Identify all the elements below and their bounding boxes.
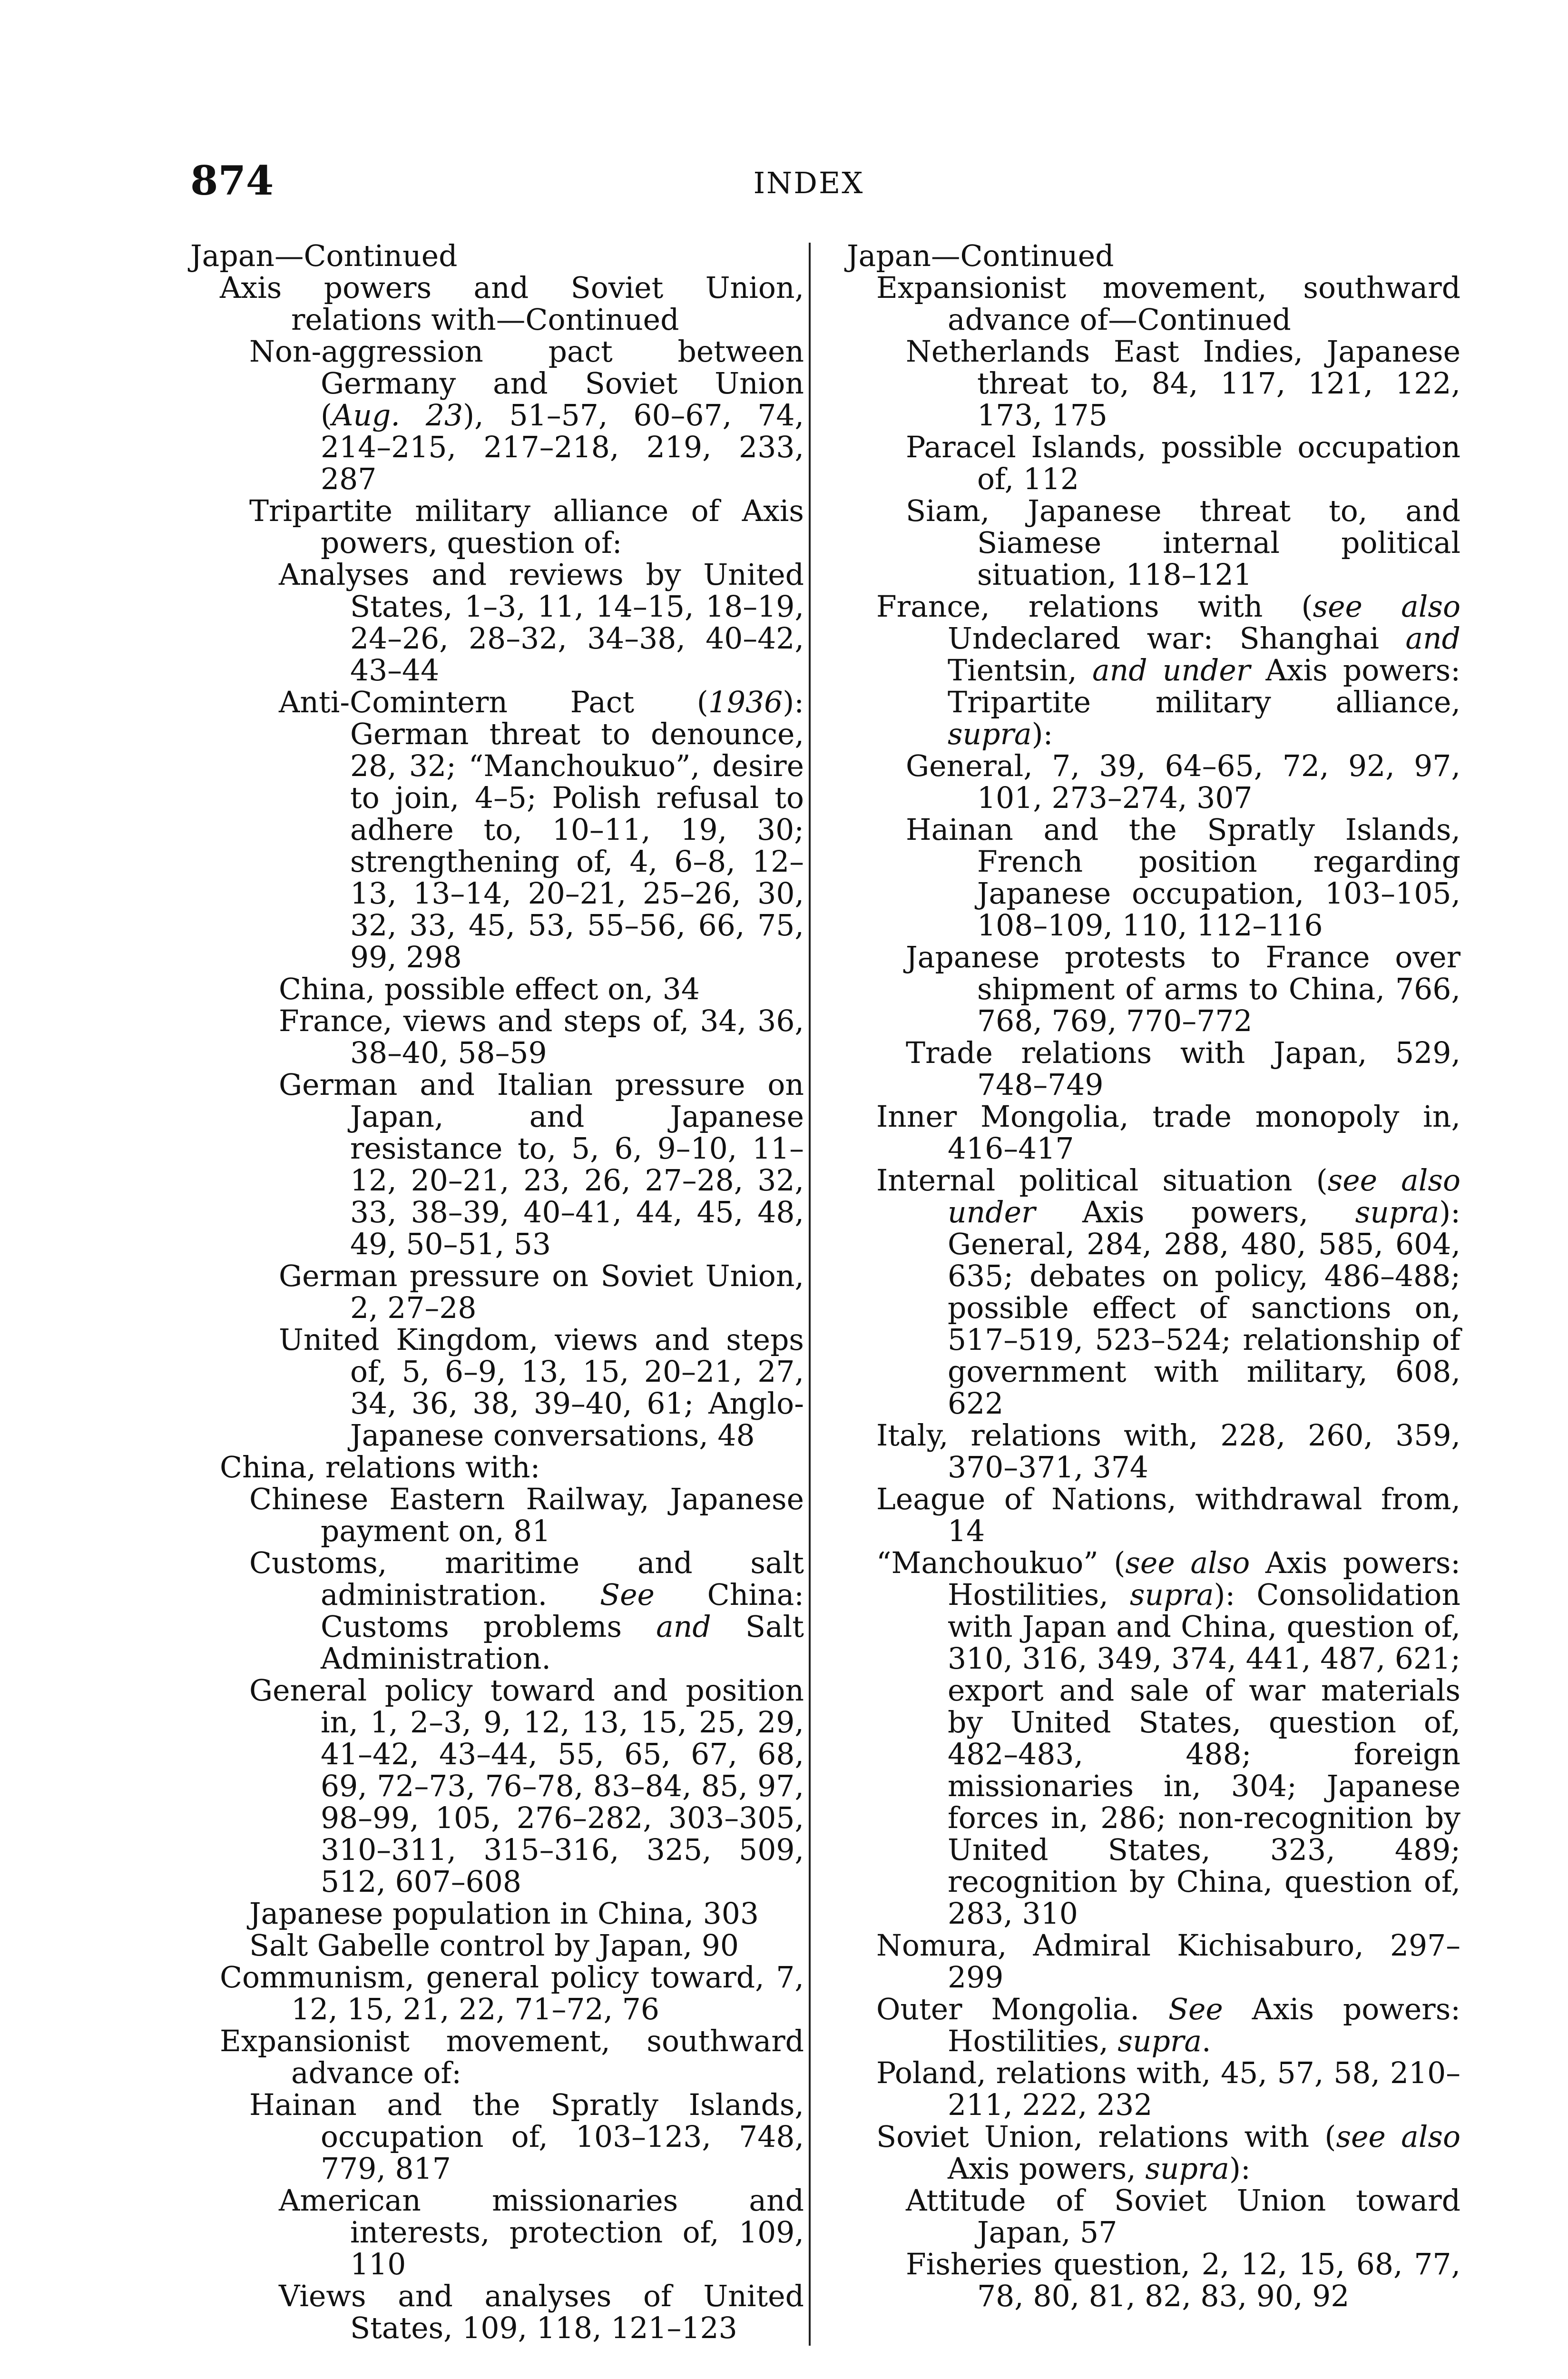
index-entry: Nomura, Admiral Kichisaburo, 297–299: [876, 1928, 1460, 1995]
index-entry: German pressure on Soviet Union, 2, 27–28: [279, 1259, 804, 1325]
index-entry: General, 7, 39, 64–65, 72, 92, 97, 101, 273–274, 307: [906, 749, 1460, 815]
index-entry: Inner Mongolia, trade monopoly in, 416–417: [876, 1100, 1460, 1166]
index-entry: Soviet Union, relations with (see also Axis powers, supra):: [876, 2120, 1460, 2186]
index-entry: France, views and steps of, 34, 36, 38–40, 58–59: [279, 1004, 804, 1070]
index-entry: Chinese Eastern Railway, Japanese payment on, 81: [249, 1482, 804, 1548]
index-entry: Expansionist movement, southward advance of:: [220, 2024, 804, 2090]
index-entry: General policy toward and position in, 1, 2–3, 9, 12, 13, 15, 25, 29, 41–42, 43–44, 55, 65, 67, 68, 69, 72–73, 76–78, 83–84, 85, 97, 98–99, 105, 276–282, 303–305, 310–311, 315–316, 325, 509, 512, 607–608: [249, 1673, 804, 1899]
index-entry: League of Nations, withdrawal from, 14: [876, 1482, 1460, 1548]
index-entry: Hainan and the Spratly Islands, French position regarding Japanese occupation, 103–105, 108–109, 110, 112–116: [906, 813, 1460, 943]
index-entry: China, possible effect on, 34: [279, 972, 700, 1006]
page-header: [190, 157, 1427, 209]
index-entry: Japan—Continued: [847, 239, 1114, 273]
index-entry: Fisheries question, 2, 12, 15, 68, 77, 78, 80, 81, 82, 83, 90, 92: [906, 2247, 1460, 2313]
index-entry: Analyses and reviews by United States, 1–3, 11, 14–15, 18–19, 24–26, 28–32, 34–38, 40–42, 43–44: [279, 558, 804, 688]
index-entry: Netherlands East Indies, Japanese threat to, 84, 117, 121, 122, 173, 175: [906, 334, 1460, 433]
index-entry: Hainan and the Spratly Islands, occupation of, 103–123, 748, 779, 817: [249, 2088, 804, 2186]
index-entry: Japanese protests to France over shipment of arms to China, 766, 768, 769, 770–772: [906, 940, 1460, 1038]
index-entry: United Kingdom, views and steps of, 5, 6–9, 13, 15, 20–21, 27, 34, 36, 38, 39–40, 61; Anglo-Japanese conversations, 48: [279, 1323, 804, 1453]
index-entry: Non-aggression pact between Germany and Soviet Union (Aug. 23), 51–57, 60–67, 74, 214–215, 217–218, 219, 233, 287: [249, 334, 804, 496]
index-entry: Attitude of Soviet Union toward Japan, 57: [906, 2183, 1460, 2250]
index-entry: Outer Mongolia. See Axis powers: Hostilities, supra.: [876, 1992, 1460, 2058]
index-entry: Customs, maritime and salt administration. See China: Customs problems and Salt Administration.: [249, 1546, 804, 1676]
index-entry: France, relations with (see also Undeclared war: Shanghai and Tientsin, and under Axis powers: Tripartite military alliance, supra):: [876, 590, 1460, 751]
index-entry: Anti-Comintern Pact (1936): German threat to denounce, 28, 32; “Manchoukuo”, desire to join, 4–5; Polish refusal to adhere to, 10–11, 19, 30; strengthening of, 4, 6–8, 12–13, 13–14, 20–21, 25–26, 30, 32, 33, 45, 53, 55–56, 66, 75, 99, 298: [279, 685, 804, 974]
index-entry: Views and analyses of United States, 109, 118, 121–123: [279, 2279, 804, 2345]
index-entry: Siam, Japanese threat to, and Siamese internal political situation, 118–121: [906, 494, 1460, 592]
index-entry: Paracel Islands, possible occupation of, 112: [906, 430, 1460, 496]
index-entry: Expansionist movement, southward advance of—Continued: [876, 271, 1460, 337]
index-entry: China, relations with:: [220, 1450, 540, 1484]
index-entry: Internal political situation (see also under Axis powers, supra): General, 284, 288, 480, 585, 604, 635; debates on policy, 486–488; possible effect of sanctions on, 517–519, 523–524; relationship of government with military, 608, 622: [876, 1163, 1460, 1421]
index-entry: Tripartite military alliance of Axis powers, question of:: [249, 494, 804, 560]
index-entry: German and Italian pressure on Japan, and Japanese resistance to, 5, 6, 9–10, 11–12, 20–21, 23, 26, 27–28, 32, 33, 38–39, 40–41, 44, 45, 48, 49, 50–51, 53: [279, 1068, 804, 1261]
column-divider: [809, 243, 811, 2346]
index-entry: “Manchoukuo” (see also Axis powers: Hostilities, supra): Consolidation with Japan and China, question of, 310, 316, 349, 374, 441, 487, 621; export and sale of war materials by United States, question of, 482–483, 488; foreign missionaries in, 304; Japanese forces in, 286; non-recognition by United States, 323, 489; recognition by China, question of, 283, 310: [876, 1546, 1460, 1931]
index-entry: Communism, general policy toward, 7, 12, 15, 21, 22, 71–72, 76: [220, 1960, 804, 2026]
index-entry: American missionaries and interests, protection of, 109, 110: [279, 2183, 804, 2281]
index-entry: Axis powers and Soviet Union, relations with—Continued: [220, 271, 804, 337]
page-number: 874: [190, 157, 274, 204]
index-column-right: [847, 240, 1460, 2312]
index-entry: Italy, relations with, 228, 260, 359, 370–371, 374: [876, 1418, 1460, 1484]
index-entry: Poland, relations with, 45, 57, 58, 210–211, 222, 232: [876, 2056, 1460, 2122]
index-entry: Trade relations with Japan, 529, 748–749: [906, 1036, 1460, 1102]
index-entry: Salt Gabelle control by Japan, 90: [249, 1928, 739, 1963]
index-column-left: [190, 240, 804, 2344]
index-entry: Japan—Continued: [190, 239, 458, 273]
running-head: INDEX: [753, 166, 864, 200]
index-entry: Japanese population in China, 303: [249, 1897, 759, 1931]
